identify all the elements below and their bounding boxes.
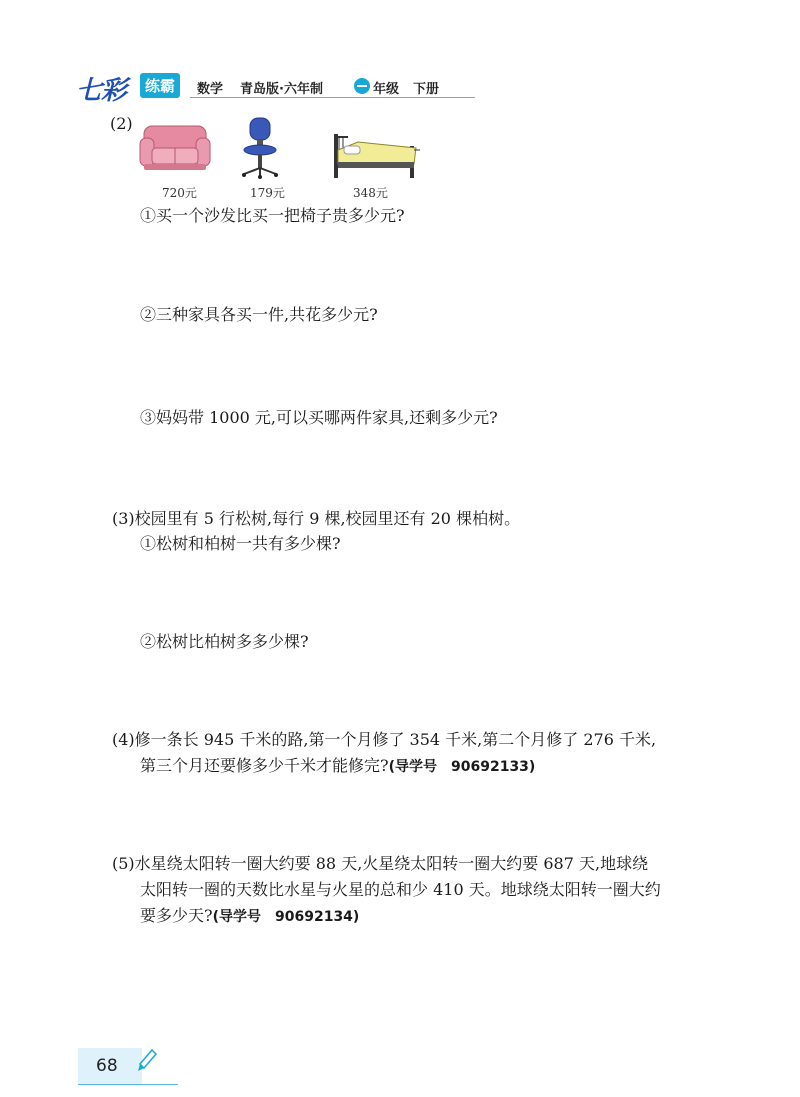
pencil-icon — [136, 1048, 158, 1074]
edition-label: 青岛版·六年制 — [240, 82, 323, 97]
logo-title: 七彩 — [76, 76, 127, 106]
grade-icon — [354, 78, 370, 94]
q2-label: (2) — [110, 114, 133, 133]
bed-icon — [330, 128, 420, 180]
q4-line2-text: 第三个月还要修多少千米才能修完? — [140, 756, 389, 775]
header-divider — [190, 97, 475, 98]
q5-line3 — [140, 904, 359, 929]
q4-line1: (4)修一条长 945 千米的路,第一个月修了 354 千米,第二个月修了 276 千米, — [112, 730, 657, 749]
chair-icon — [240, 116, 280, 180]
q2-sub3: ③妈妈带 1000 元,可以买哪两件家具,还剩多少元? — [140, 408, 498, 427]
grade-label: 年级 — [373, 82, 400, 97]
q4-line2 — [140, 754, 535, 779]
page-number: 68 — [96, 1056, 118, 1076]
chair-price: 179元 — [250, 186, 285, 200]
q2-sub2: ②三种家具各买一件,共花多少元? — [140, 305, 378, 324]
q3-stem: (3)校园里有 5 行松树,每行 9 棵,校园里还有 20 棵柏树。 — [112, 509, 521, 528]
q5-line1: (5)水星绕太阳转一圈大约要 88 天,火星绕太阳转一圈大约要 687 天,地球绕 — [112, 854, 649, 873]
sofa-icon — [138, 122, 212, 176]
q5-line2: 太阳转一圈的天数比水星与火星的总和少 410 天。地球绕太阳转一圈大约 — [140, 880, 661, 899]
term-label: 下册 — [413, 82, 440, 97]
bed-price: 348元 — [353, 186, 388, 200]
sofa-price: 720元 — [162, 186, 197, 200]
q3-sub1: ①松树和柏树一共有多少棵? — [140, 534, 341, 553]
logo-box: 练霸 — [140, 73, 180, 98]
footer-divider — [78, 1084, 178, 1085]
q4-guide-number: (导学号 90692133) — [388, 759, 536, 775]
subject-label: 数学 — [197, 82, 224, 97]
q2-sub1: ①买一个沙发比买一把椅子贵多少元? — [140, 206, 405, 225]
q5-guide-number: (导学号 90692134) — [212, 909, 360, 925]
q3-sub2: ②松树比柏树多多少棵? — [140, 632, 309, 651]
q5-line3-text: 要多少天? — [140, 906, 213, 925]
